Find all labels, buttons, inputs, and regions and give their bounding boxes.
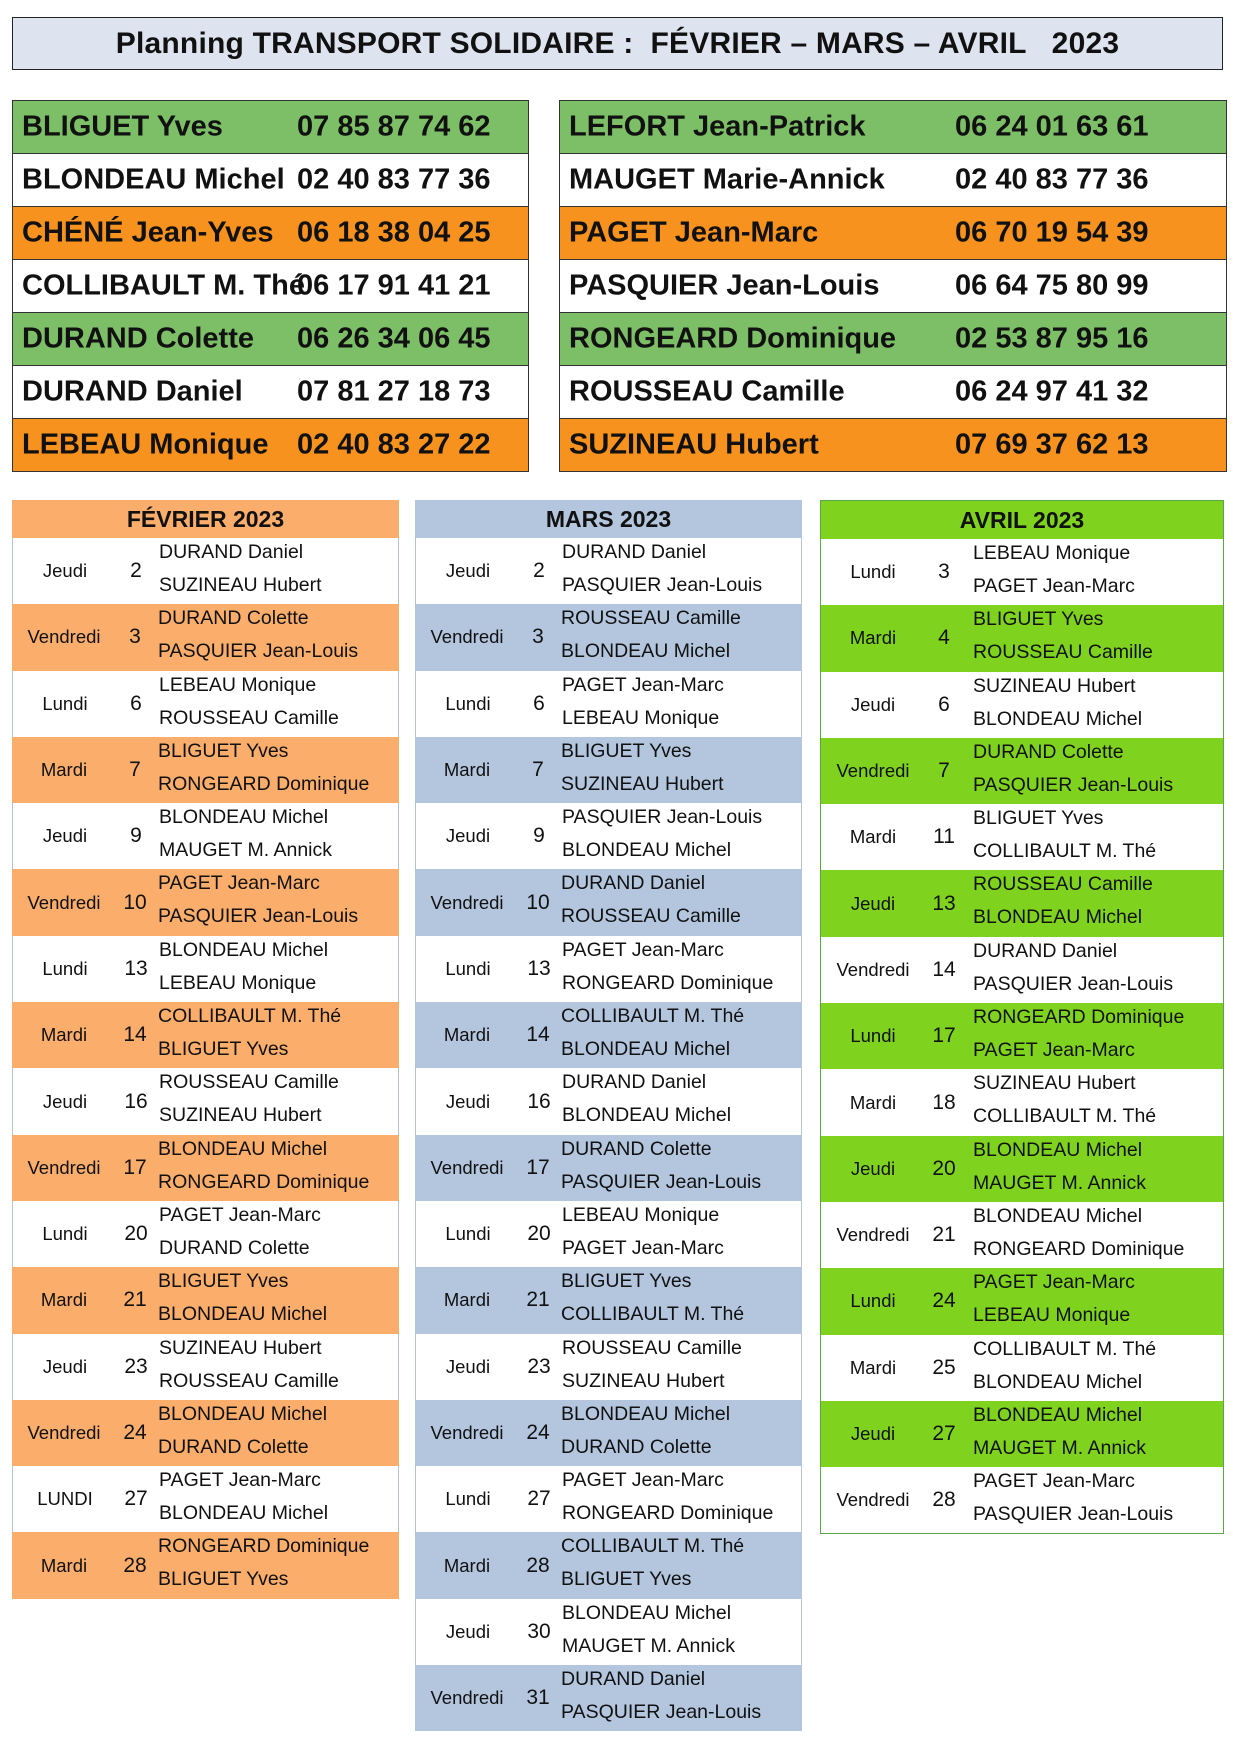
weekday: Mardi [849, 1091, 897, 1113]
driver-name-2: PASQUIER Jean-Louis [561, 1170, 762, 1193]
driver-name-2: MAUGET M. Annick [973, 1171, 1147, 1194]
driver-name-1: DURAND Colette [561, 1137, 712, 1160]
driver-name-2: PASQUIER Jean-Louis [562, 574, 763, 596]
weekday: Jeudi [445, 1090, 491, 1112]
weekday: Lundi [445, 692, 491, 714]
driver-name-2: BLIGUET Yves [158, 1038, 289, 1061]
day-number: 18 [932, 1090, 956, 1114]
driver-name-2: BLONDEAU Michel [159, 1502, 329, 1525]
weekday: Lundi [42, 957, 88, 979]
contact-row [560, 101, 1226, 154]
day-number: 3 [129, 625, 141, 649]
contact-phone: 06 17 91 41 21 [297, 269, 491, 302]
day-number: 6 [533, 691, 545, 715]
driver-name-2: RONGEARD Dominique [562, 971, 774, 994]
schedule-row [415, 1466, 802, 1532]
day-number: 7 [938, 759, 950, 783]
day-number: 21 [123, 1288, 147, 1312]
weekday: Lundi [445, 1223, 491, 1245]
contact-phone: 06 18 38 04 25 [297, 216, 491, 249]
driver-name-2: PASQUIER Jean-Louis [158, 905, 359, 928]
day-number: 28 [123, 1553, 147, 1577]
driver-name-2: PASQUIER Jean-Louis [973, 773, 1174, 796]
driver-name-2: PASQUIER Jean-Louis [561, 1701, 762, 1724]
driver-name-1: BLIGUET Yves [158, 739, 289, 762]
contacts-table-right [559, 100, 1227, 472]
month-table-april [820, 500, 1224, 1534]
schedule-row [821, 605, 1223, 671]
driver-name-2: COLLIBAULT M. Thé [561, 1303, 745, 1326]
contact-name: BLIGUET Yves [22, 110, 223, 143]
day-number: 14 [526, 1023, 550, 1047]
contact-name: PAGET Jean-Marc [569, 216, 819, 249]
driver-name-1: COLLIBAULT M. Thé [561, 1005, 745, 1028]
driver-name-2: ROUSSEAU Camille [159, 1369, 339, 1392]
schedule-row [415, 1665, 802, 1731]
weekday: Mardi [40, 1554, 88, 1576]
contact-row [13, 313, 528, 366]
driver-name-2: BLONDEAU Michel [561, 1038, 731, 1061]
weekday: Lundi [42, 692, 88, 714]
weekday: Vendredi [836, 1224, 910, 1246]
driver-name-2: PAGET Jean-Marc [973, 575, 1135, 597]
driver-name-1: BLONDEAU Michel [973, 1403, 1143, 1426]
driver-name-2: COLLIBAULT M. Thé [973, 840, 1157, 863]
day-number: 21 [932, 1223, 956, 1247]
day-number: 7 [532, 758, 544, 782]
contact-row [560, 419, 1226, 472]
weekday: Jeudi [445, 560, 491, 582]
driver-name-2: DURAND Colette [561, 1435, 712, 1458]
weekday: Lundi [850, 1025, 896, 1047]
weekday: Vendredi [27, 1422, 101, 1443]
weekday: Jeudi [850, 1423, 896, 1444]
schedule-row [821, 1003, 1223, 1069]
weekday: Jeudi [850, 1157, 896, 1179]
contact-name: ROUSSEAU Camille [569, 375, 845, 408]
day-number: 24 [932, 1289, 956, 1313]
day-number: 27 [932, 1422, 956, 1445]
driver-name-1: ROUSSEAU Camille [973, 873, 1153, 896]
schedule-row [415, 1267, 802, 1333]
day-number: 13 [124, 956, 148, 980]
contact-row [13, 101, 528, 154]
driver-name-1: BLIGUET Yves [973, 608, 1104, 631]
contact-row [560, 154, 1226, 207]
driver-name-2: SUZINEAU Hubert [562, 1369, 725, 1392]
weekday: Jeudi [42, 1355, 88, 1377]
schedule-row [12, 1068, 399, 1134]
contact-phone: 07 69 37 62 13 [955, 428, 1149, 461]
day-number: 28 [932, 1488, 956, 1512]
weekday: Mardi [443, 1554, 491, 1576]
schedule-row [12, 1334, 399, 1400]
day-number: 4 [938, 626, 950, 650]
day-number: 13 [932, 891, 956, 915]
schedule-row [415, 1068, 802, 1134]
day-number: 13 [527, 956, 551, 980]
driver-name-2: RONGEARD Dominique [158, 772, 370, 795]
weekday: Mardi [849, 1356, 897, 1378]
month-table-march [415, 500, 802, 1731]
driver-name-2: BLIGUET Yves [158, 1568, 289, 1591]
weekday: Jeudi [445, 1355, 491, 1377]
weekday: Lundi [445, 1488, 491, 1510]
day-number: 23 [527, 1354, 551, 1378]
schedule-row [415, 1599, 802, 1665]
weekday: Mardi [40, 759, 88, 781]
schedule-row [415, 1334, 802, 1400]
day-number: 17 [932, 1024, 956, 1048]
schedule-row [12, 803, 399, 869]
contacts-table-left [12, 100, 529, 472]
day-number: 27 [124, 1487, 148, 1511]
schedule-row [12, 1135, 399, 1201]
driver-name-2: LEBEAU Monique [159, 971, 317, 994]
driver-name-1: PAGET Jean-Marc [159, 1203, 321, 1226]
day-number: 3 [938, 560, 950, 584]
driver-name-1: BLONDEAU Michel [159, 806, 329, 829]
month-header: FÉVRIER 2023 [12, 500, 399, 538]
driver-name-1: COLLIBAULT M. Thé [158, 1005, 342, 1028]
schedule-row [12, 1466, 399, 1532]
driver-name-1: BLIGUET Yves [158, 1270, 289, 1293]
driver-name-1: RONGEARD Dominique [973, 1006, 1185, 1029]
schedule-row [415, 1400, 802, 1466]
driver-name-2: COLLIBAULT M. Thé [973, 1105, 1157, 1128]
contact-name: LEFORT Jean-Patrick [569, 110, 866, 143]
driver-name-2: BLONDEAU Michel [973, 906, 1143, 929]
driver-name-1: BLONDEAU Michel [158, 1402, 328, 1425]
day-number: 25 [932, 1355, 956, 1379]
driver-name-1: DURAND Daniel [973, 939, 1118, 962]
contact-phone: 06 64 75 80 99 [955, 269, 1149, 302]
contact-phone: 02 40 83 27 22 [297, 428, 491, 461]
contact-phone: 06 24 01 63 61 [955, 110, 1149, 143]
driver-name-1: BLIGUET Yves [561, 1270, 692, 1293]
driver-name-1: DURAND Colette [158, 607, 309, 630]
driver-name-2: RONGEARD Dominique [973, 1237, 1185, 1260]
schedule-row [821, 1467, 1223, 1533]
schedule-row [12, 538, 399, 604]
day-number: 16 [527, 1089, 551, 1113]
day-number: 2 [130, 559, 142, 583]
schedule-row [821, 1202, 1223, 1268]
driver-name-1: DURAND Daniel [561, 1668, 706, 1691]
day-number: 9 [130, 824, 142, 848]
driver-name-2: PASQUIER Jean-Louis [158, 640, 359, 663]
driver-name-2: LEBEAU Monique [562, 706, 720, 729]
contact-row [560, 313, 1226, 366]
day-number: 17 [123, 1155, 147, 1179]
driver-name-1: DURAND Colette [973, 740, 1124, 763]
driver-name-1: COLLIBAULT M. Thé [561, 1535, 745, 1558]
schedule-row [821, 1136, 1223, 1202]
driver-name-1: PAGET Jean-Marc [973, 1271, 1135, 1294]
contact-name: DURAND Daniel [22, 375, 243, 408]
driver-name-1: ROUSSEAU Camille [562, 1336, 742, 1359]
driver-name-1: PAGET Jean-Marc [158, 872, 320, 895]
contact-name: BLONDEAU Michel [22, 163, 285, 196]
schedule-row [821, 937, 1223, 1003]
day-number: 9 [533, 824, 545, 848]
weekday: Vendredi [27, 891, 101, 913]
weekday: Vendredi [430, 891, 504, 913]
schedule-row [12, 936, 399, 1002]
driver-name-1: BLONDEAU Michel [562, 1601, 732, 1624]
day-number: 23 [124, 1354, 148, 1378]
contact-name: LEBEAU Monique [22, 428, 269, 461]
weekday: Vendredi [836, 958, 910, 980]
weekday: Mardi [40, 1289, 88, 1311]
schedule-row [12, 1532, 399, 1598]
driver-name-2: BLONDEAU Michel [561, 640, 731, 663]
driver-name-2: BLIGUET Yves [561, 1568, 692, 1591]
contact-name: PASQUIER Jean-Louis [569, 269, 880, 302]
schedule-row [415, 671, 802, 737]
weekday: Vendredi [27, 1156, 101, 1178]
schedule-row [821, 1335, 1223, 1401]
schedule-row [12, 869, 399, 935]
driver-name-2: BLONDEAU Michel [158, 1303, 328, 1326]
month-table-february [12, 500, 399, 1599]
day-number: 6 [130, 691, 142, 715]
contact-name: SUZINEAU Hubert [569, 428, 819, 461]
weekday: Vendredi [430, 1687, 504, 1709]
driver-name-2: DURAND Colette [158, 1435, 309, 1458]
weekday: Mardi [849, 826, 897, 848]
driver-name-2: MAUGET M. Annick [973, 1436, 1147, 1459]
day-number: 6 [938, 692, 950, 716]
schedule-row [415, 604, 802, 670]
day-number: 14 [932, 957, 956, 981]
schedule-row [12, 1201, 399, 1267]
schedule-row [821, 672, 1223, 738]
driver-name-1: COLLIBAULT M. Thé [973, 1337, 1157, 1360]
driver-name-2: PASQUIER Jean-Louis [973, 1503, 1174, 1526]
driver-name-1: DURAND Daniel [562, 1071, 707, 1094]
day-number: 24 [123, 1421, 147, 1444]
weekday: Vendredi [836, 1489, 910, 1511]
contact-name: CHÉNÉ Jean-Yves [22, 216, 274, 249]
schedule-row [821, 1069, 1223, 1135]
schedule-row [415, 737, 802, 803]
schedule-row [415, 1135, 802, 1201]
driver-name-1: SUZINEAU Hubert [159, 1336, 322, 1359]
day-number: 14 [123, 1023, 147, 1047]
driver-name-2: PAGET Jean-Marc [973, 1039, 1135, 1062]
schedule-row [821, 804, 1223, 870]
weekday: LUNDI [37, 1488, 93, 1510]
driver-name-2: LEBEAU Monique [973, 1304, 1131, 1327]
day-number: 2 [533, 559, 545, 583]
driver-name-2: MAUGET M. Annick [562, 1634, 736, 1657]
schedule-row [415, 1002, 802, 1068]
driver-name-2: BLONDEAU Michel [973, 1370, 1143, 1393]
weekday: Vendredi [430, 1422, 504, 1443]
day-number: 3 [532, 625, 544, 649]
driver-name-1: SUZINEAU Hubert [973, 674, 1136, 697]
page-title: Planning TRANSPORT SOLIDAIRE : FÉVRIER – MARS – AVRIL 2023 [12, 17, 1223, 70]
contact-row [560, 260, 1226, 313]
day-number: 30 [527, 1619, 551, 1643]
weekday: Lundi [445, 957, 491, 979]
driver-name-2: BLONDEAU Michel [562, 839, 732, 862]
driver-name-1: SUZINEAU Hubert [973, 1072, 1136, 1095]
day-number: 28 [526, 1553, 550, 1577]
schedule-row [821, 870, 1223, 936]
weekday: Lundi [42, 1223, 88, 1245]
schedule-row [415, 538, 802, 604]
driver-name-2: DURAND Colette [159, 1236, 310, 1259]
contact-row [13, 260, 528, 313]
weekday: Vendredi [27, 626, 101, 648]
schedule-row [12, 1400, 399, 1466]
weekday: Vendredi [430, 1156, 504, 1178]
driver-name-1: ROUSSEAU Camille [159, 1071, 339, 1094]
driver-name-1: PAGET Jean-Marc [562, 938, 724, 961]
driver-name-2: PAGET Jean-Marc [562, 1236, 724, 1259]
weekday: Vendredi [836, 760, 910, 782]
day-number: 27 [527, 1487, 551, 1511]
contact-phone: 07 81 27 18 73 [297, 375, 491, 408]
schedule-row [821, 539, 1223, 605]
schedule-row [12, 737, 399, 803]
schedule-row [415, 869, 802, 935]
contact-name: RONGEARD Dominique [569, 322, 897, 355]
driver-name-1: PAGET Jean-Marc [973, 1470, 1135, 1493]
weekday: Mardi [443, 1024, 491, 1046]
driver-name-2: MAUGET M. Annick [159, 839, 333, 862]
month-header: AVRIL 2023 [821, 501, 1223, 539]
weekday: Mardi [443, 1289, 491, 1311]
weekday: Jeudi [42, 1090, 88, 1112]
driver-name-1: LEBEAU Monique [159, 673, 317, 696]
driver-name-1: BLIGUET Yves [561, 739, 692, 762]
weekday: Jeudi [445, 1620, 491, 1642]
driver-name-2: BLONDEAU Michel [562, 1104, 732, 1127]
driver-name-2: ROUSSEAU Camille [973, 641, 1153, 664]
driver-name-1: DURAND Daniel [562, 541, 707, 563]
contact-row [560, 366, 1226, 419]
contact-phone: 06 26 34 06 45 [297, 322, 491, 355]
weekday: Lundi [850, 1290, 896, 1312]
day-number: 20 [527, 1222, 551, 1246]
contact-name: DURAND Colette [22, 322, 254, 355]
contact-row [13, 366, 528, 419]
driver-name-1: BLONDEAU Michel [973, 1138, 1143, 1161]
driver-name-1: DURAND Daniel [561, 872, 706, 895]
driver-name-2: SUZINEAU Hubert [561, 772, 724, 795]
driver-name-1: BLONDEAU Michel [561, 1402, 731, 1425]
driver-name-1: DURAND Daniel [159, 541, 304, 563]
day-number: 11 [933, 825, 955, 849]
day-number: 7 [129, 758, 141, 782]
weekday: Vendredi [430, 626, 504, 648]
day-number: 16 [124, 1089, 148, 1113]
schedule-row [12, 1002, 399, 1068]
driver-name-1: LEBEAU Monique [562, 1203, 720, 1226]
weekday: Jeudi [42, 560, 88, 582]
driver-name-2: SUZINEAU Hubert [159, 574, 322, 596]
contact-name: MAUGET Marie-Annick [569, 163, 885, 196]
driver-name-1: ROUSSEAU Camille [561, 607, 741, 630]
driver-name-1: LEBEAU Monique [973, 542, 1131, 564]
weekday: Jeudi [850, 892, 896, 914]
weekday: Mardi [443, 759, 491, 781]
schedule-row [12, 1267, 399, 1333]
driver-name-1: PASQUIER Jean-Louis [562, 806, 763, 829]
driver-name-2: SUZINEAU Hubert [159, 1104, 322, 1127]
month-header: MARS 2023 [415, 500, 802, 538]
driver-name-1: RONGEARD Dominique [158, 1535, 370, 1558]
schedule-row [821, 738, 1223, 804]
weekday: Jeudi [42, 825, 88, 847]
driver-name-2: RONGEARD Dominique [562, 1502, 774, 1525]
contact-phone: 02 40 83 77 36 [297, 163, 491, 196]
driver-name-2: BLONDEAU Michel [973, 707, 1143, 730]
driver-name-2: RONGEARD Dominique [158, 1170, 370, 1193]
weekday: Jeudi [850, 693, 896, 715]
driver-name-2: ROUSSEAU Camille [561, 905, 741, 928]
schedule-row [415, 803, 802, 869]
contact-row [13, 419, 528, 472]
contact-row [13, 154, 528, 207]
day-number: 10 [526, 890, 550, 914]
contact-row [13, 207, 528, 260]
schedule-row [415, 1201, 802, 1267]
driver-name-2: ROUSSEAU Camille [159, 706, 339, 729]
driver-name-1: PAGET Jean-Marc [562, 673, 724, 696]
driver-name-1: PAGET Jean-Marc [159, 1469, 321, 1492]
day-number: 17 [526, 1155, 550, 1179]
day-number: 10 [123, 890, 147, 914]
schedule-row [821, 1401, 1223, 1467]
day-number: 24 [526, 1421, 550, 1444]
schedule-row [12, 671, 399, 737]
day-number: 20 [124, 1222, 148, 1246]
weekday: Lundi [850, 561, 896, 583]
contact-phone: 07 85 87 74 62 [297, 110, 491, 143]
weekday: Mardi [40, 1024, 88, 1046]
driver-name-1: BLIGUET Yves [973, 807, 1104, 830]
contact-phone: 06 24 97 41 32 [955, 375, 1149, 408]
schedule-row [415, 936, 802, 1002]
contact-phone: 02 40 83 77 36 [955, 163, 1149, 196]
driver-name-1: BLONDEAU Michel [973, 1204, 1143, 1227]
schedule-row [12, 604, 399, 670]
day-number: 20 [932, 1156, 956, 1180]
contact-phone: 02 53 87 95 16 [955, 322, 1149, 355]
schedule-row [415, 1532, 802, 1598]
weekday: Jeudi [445, 825, 491, 847]
schedule-row [821, 1268, 1223, 1334]
driver-name-1: BLONDEAU Michel [158, 1137, 328, 1160]
weekday: Mardi [849, 627, 897, 649]
day-number: 31 [526, 1686, 550, 1710]
driver-name-2: PASQUIER Jean-Louis [973, 972, 1174, 995]
driver-name-1: BLONDEAU Michel [159, 938, 329, 961]
contact-row [560, 207, 1226, 260]
contact-phone: 06 70 19 54 39 [955, 216, 1149, 249]
day-number: 21 [526, 1288, 550, 1312]
driver-name-1: PAGET Jean-Marc [562, 1469, 724, 1492]
contact-name: COLLIBAULT M. Thé [22, 269, 305, 302]
